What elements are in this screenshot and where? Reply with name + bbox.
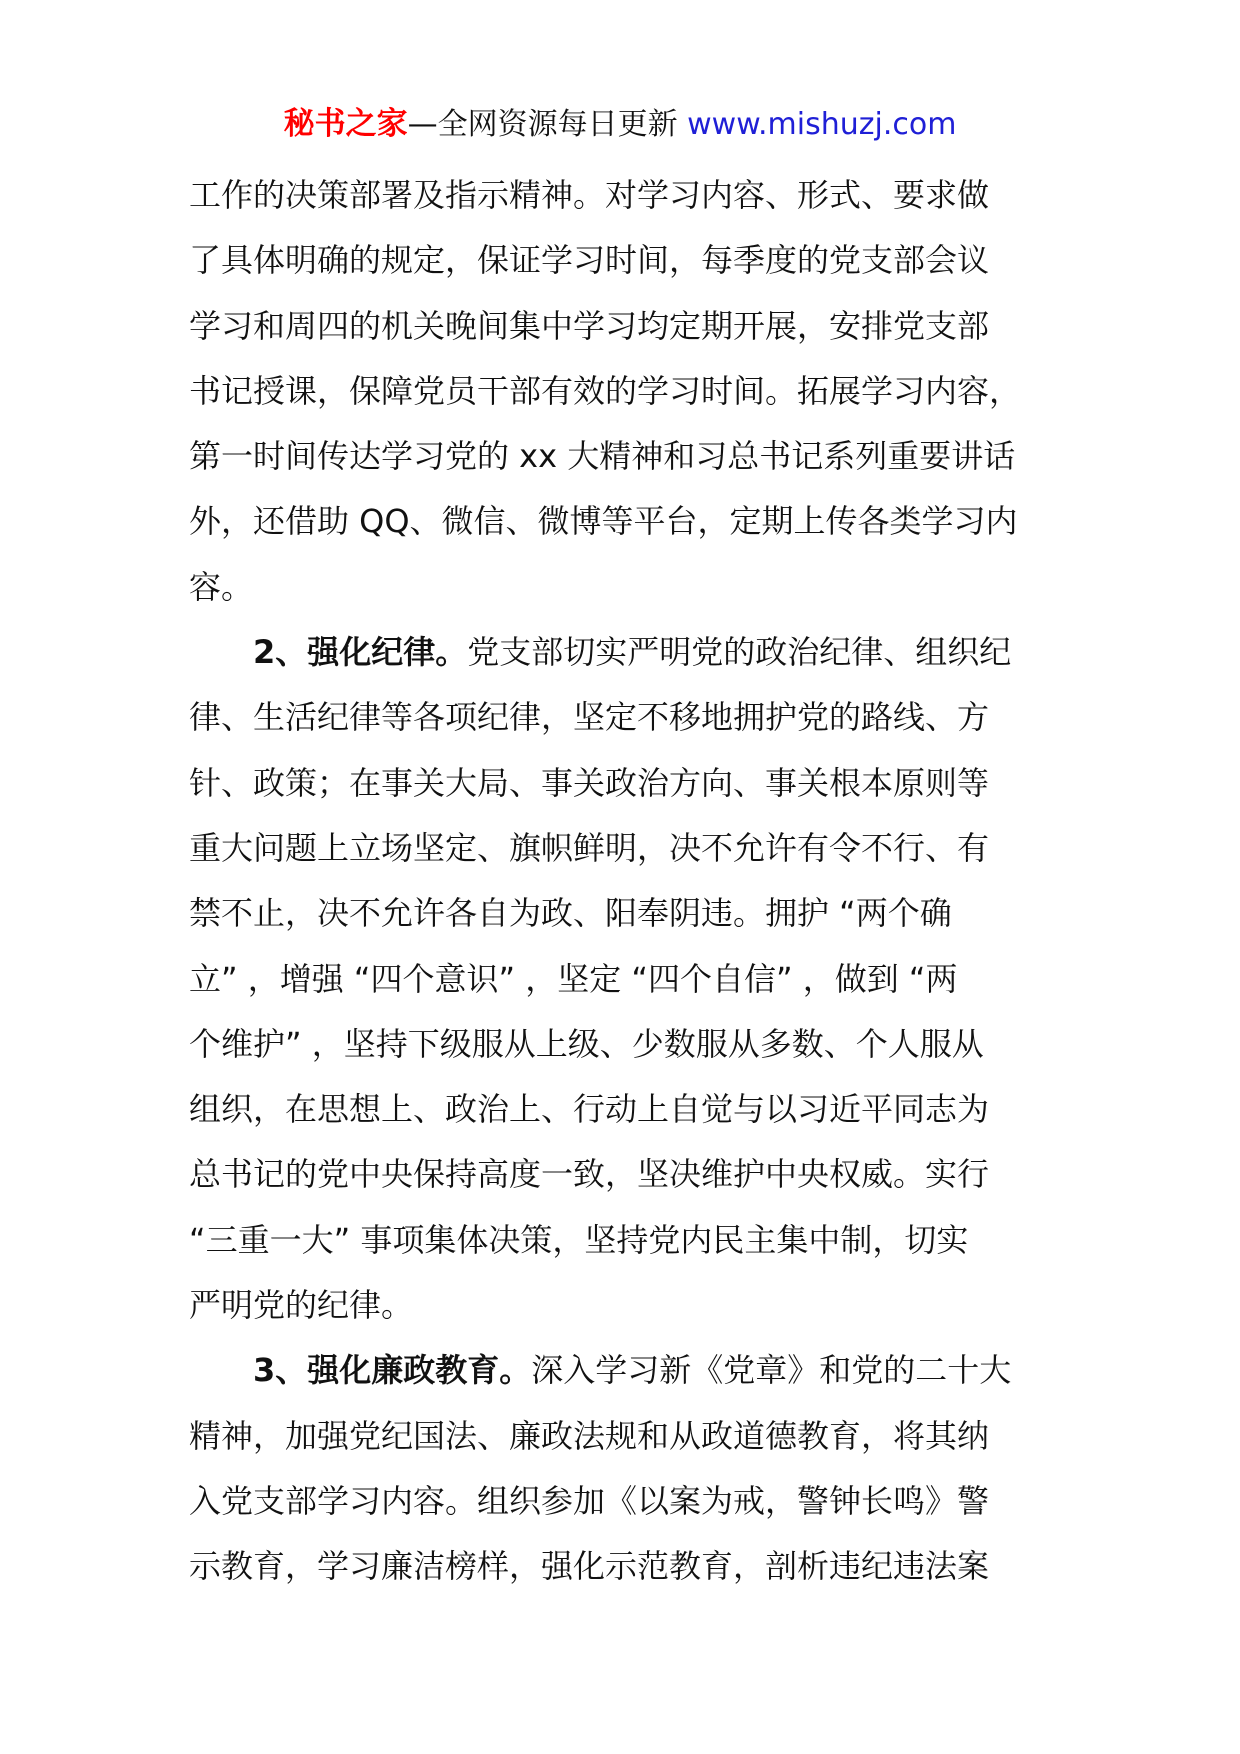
paragraph-first-line: [189, 624, 1069, 689]
text-line: 容。: [189, 567, 254, 606]
text-line: 针、政策；在事关大局、事关政治方向、事关根本原则等: [189, 763, 990, 802]
text-line: 工作的决策部署及指示精神。对学习内容、形式、要求做: [189, 176, 990, 214]
text-line: 书记授课，保障党员干部有效的学习时间。拓展学习内容，: [189, 371, 1022, 410]
section-heading: 3、强化廉政教育。: [253, 1351, 532, 1390]
paragraph-text: 深入学习新《党章》和党的二十大: [531, 1351, 1012, 1390]
text-line: 第一时间传达学习党的 xx 大精神和习总书记系列重要讲话: [189, 437, 1016, 476]
text-line: 学习和周四的机关晚间集中学习均定期开展，安排党支部: [189, 306, 990, 345]
text-line: 组织，在思想上、政治上、行动上自觉与以习近平同志为: [189, 1090, 990, 1129]
text-line: 严明党的纪律。: [189, 1286, 414, 1325]
section-heading: 2、强化纪律。: [253, 633, 468, 672]
text-line: 个维护” ，坚持下级服从上级、少数服从多数、个人服从: [189, 1024, 984, 1063]
text-line: 禁不止，决不允许各自为政、阳奉阴违。拥护 “两个确: [189, 894, 952, 933]
header-tagline: —全网资源每日更新: [407, 107, 678, 142]
watermark-header: [0, 104, 1240, 145]
brand-name: 秘书之家: [283, 106, 408, 142]
text-line: 总书记的党中央保持高度一致，坚决维护中央权威。实行: [189, 1155, 990, 1194]
text-line: 示教育，学习廉洁榜样，强化示范教育，剖析违纪违法案: [189, 1547, 990, 1586]
text-line: 精神，加强党纪国法、廉政法规和从政道德教育，将其纳: [189, 1416, 990, 1455]
text-line: 了具体明确的规定，保证学习时间，每季度的党支部会议: [189, 241, 990, 280]
site-url[interactable]: www.mishuzj.com: [687, 107, 957, 142]
text-line: “三重一大” 事项集体决策，坚持党内民主集中制，切实: [189, 1220, 969, 1259]
text-line: 外，还借助 QQ、微信、微博等平台，定期上传各类学习内: [189, 502, 1018, 541]
text-line: 律、生活纪律等各项纪律，坚定不移地拥护党的路线、方: [189, 698, 990, 737]
document-body: [189, 167, 1069, 1604]
text-line: 立” ，增强 “四个意识” ，坚定 “四个自信” ，做到 “两: [189, 959, 958, 998]
paragraph-first-line: [189, 1342, 1069, 1407]
text-line: 入党支部学习内容。组织参加《以案为戒，警钟长鸣》警: [189, 1481, 990, 1520]
paragraph-text: 党支部切实严明党的政治纪律、组织纪: [467, 633, 1012, 672]
text-line: 重大问题上立场坚定、旗帜鲜明，决不允许有令不行、有: [189, 828, 990, 867]
